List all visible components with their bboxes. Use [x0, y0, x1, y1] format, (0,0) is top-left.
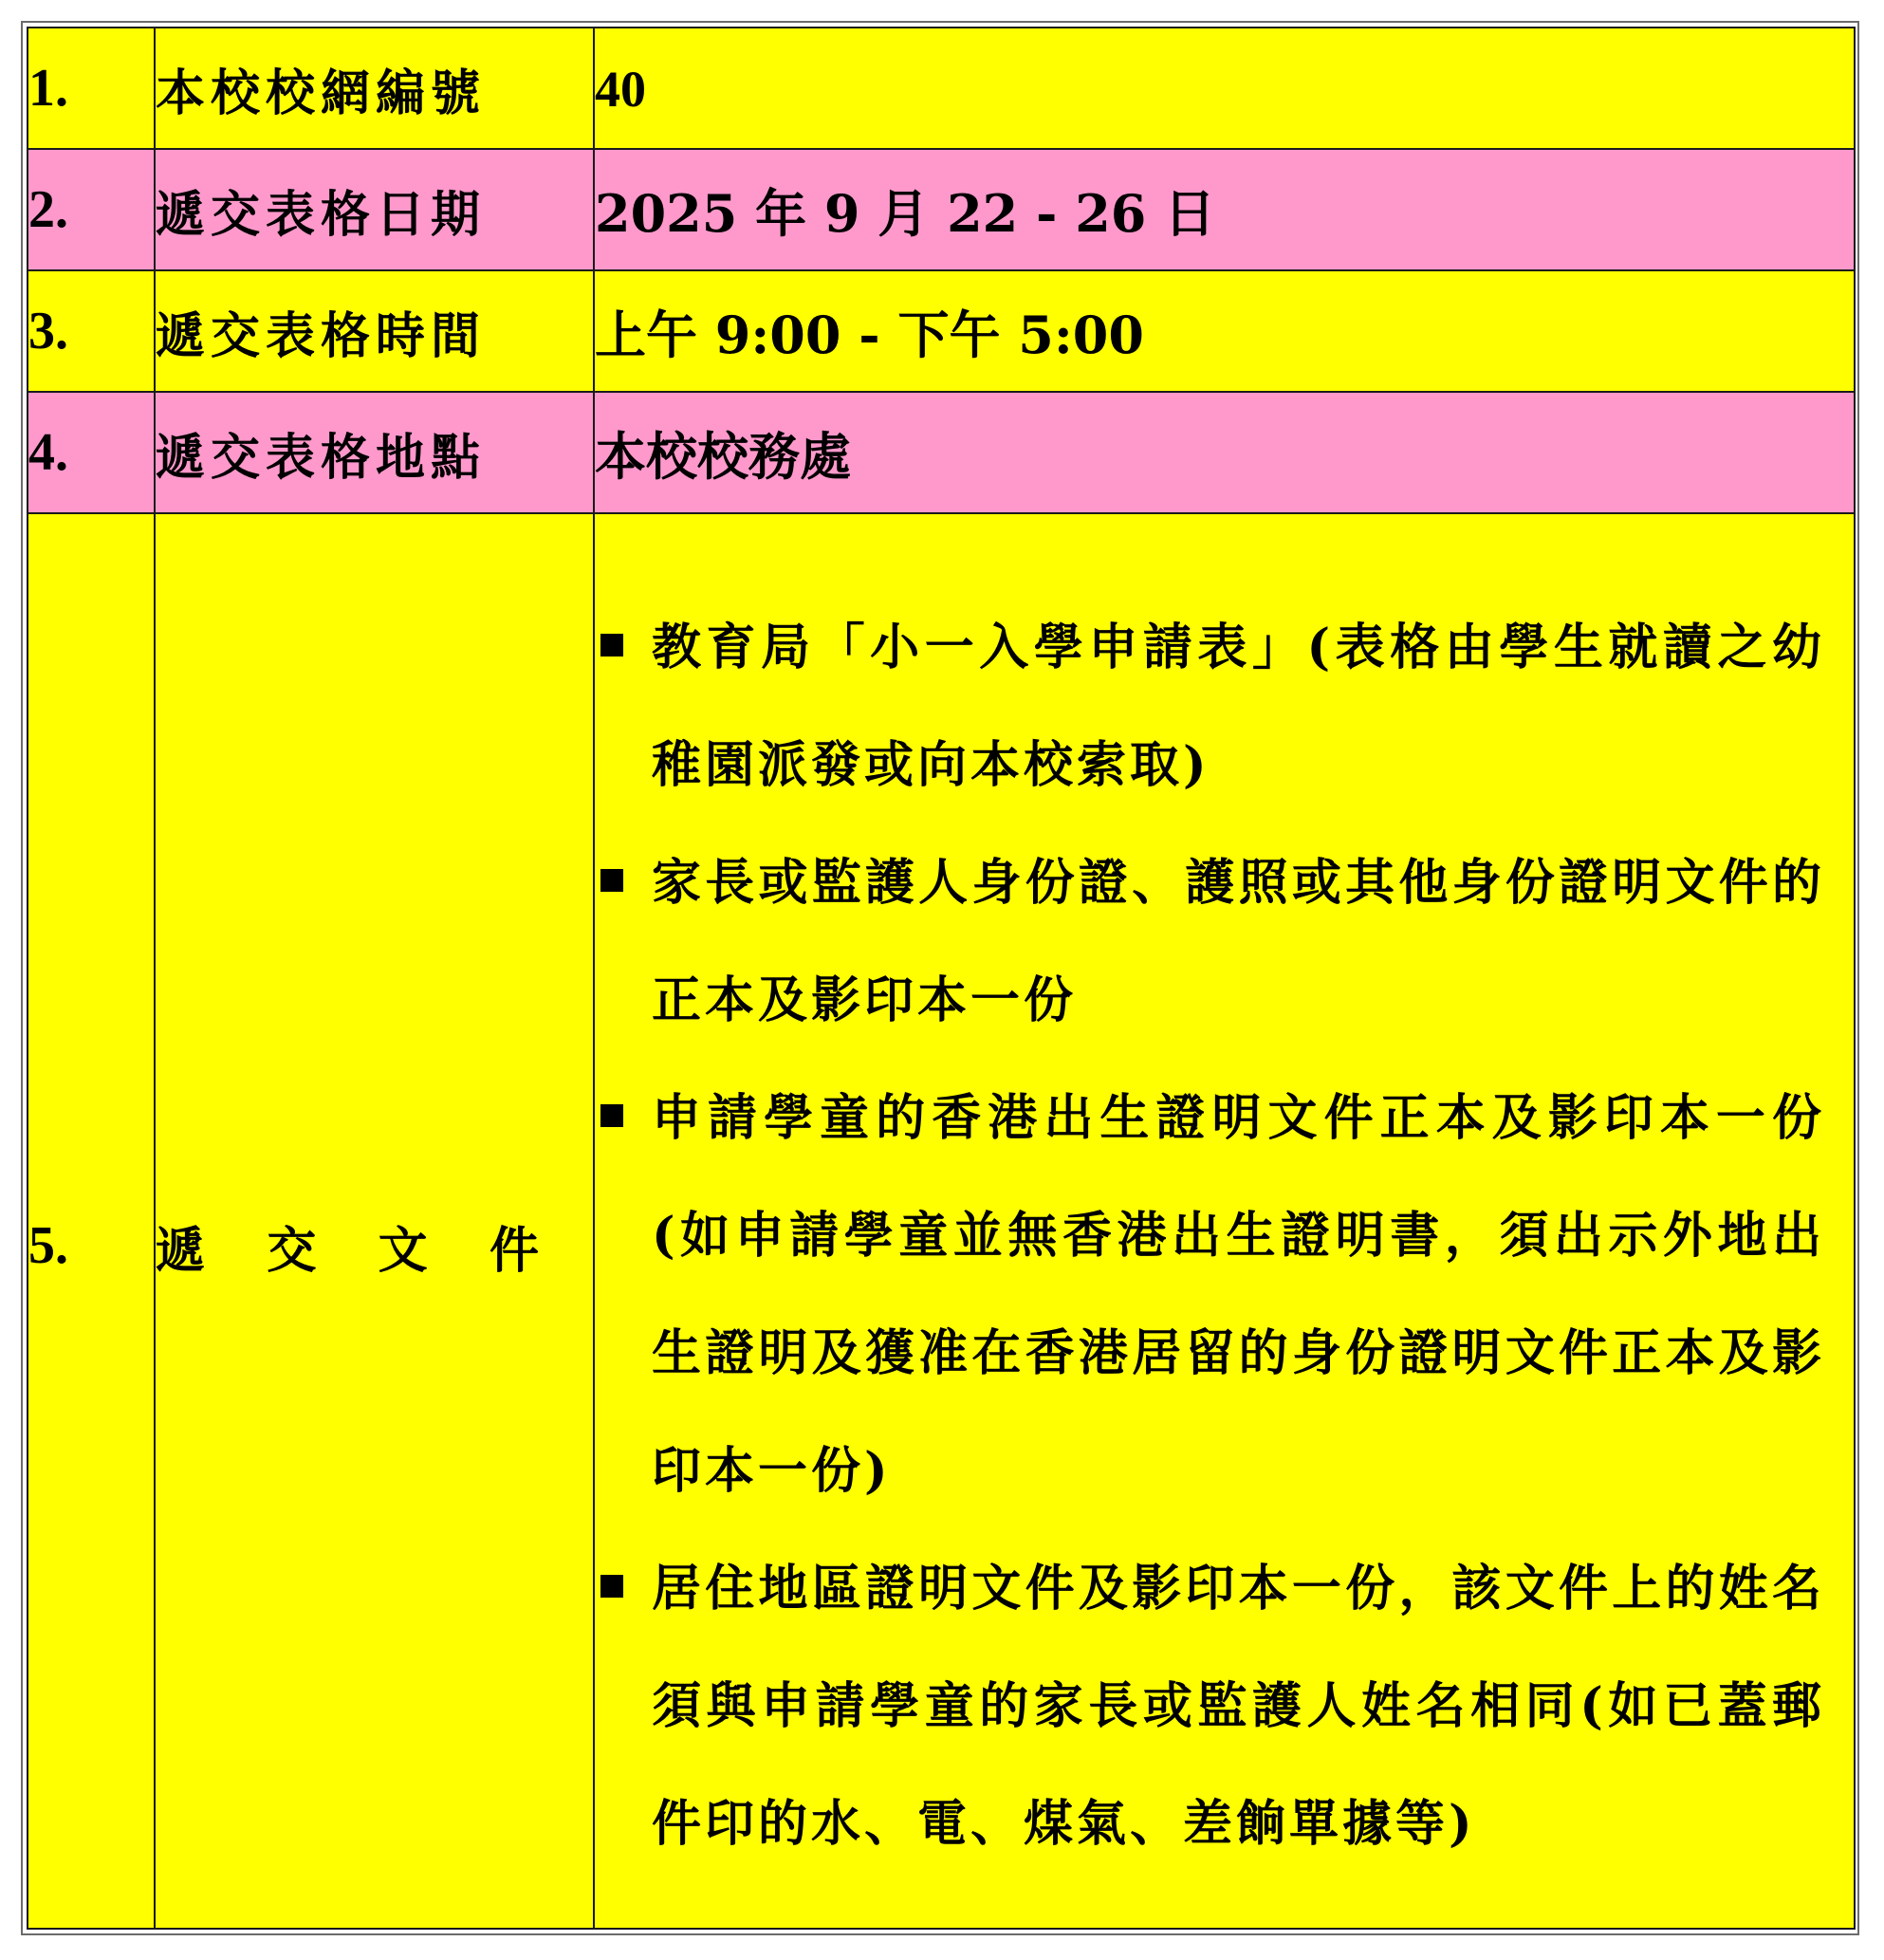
row-value: [594, 513, 1855, 1929]
label-char: 件: [489, 1221, 545, 1280]
list-item: [595, 589, 1825, 824]
table-row-submission-location: [28, 392, 1855, 513]
row-number: 3.: [28, 270, 155, 392]
table-row-submission-date: [28, 149, 1855, 270]
table-row-school-net: [28, 28, 1855, 149]
row-value: [594, 28, 1855, 149]
document-text: 家長或監護人身份證、護照或其他身份證明文件的正本及影印本一份: [652, 854, 1825, 1029]
label-char: 文: [378, 1221, 434, 1280]
label-char: 遞: [156, 1221, 212, 1280]
table-row-submission-time: [28, 270, 1855, 392]
row-label: 遞交表格日期: [155, 149, 594, 270]
square-bullet-icon: [600, 1575, 623, 1598]
list-item: [595, 824, 1825, 1060]
documents-label: [156, 1211, 545, 1282]
row-label: 遞交表格地點: [155, 392, 594, 513]
table-row-documents: [28, 513, 1855, 1929]
row-number: 4.: [28, 392, 155, 513]
row-number: 1.: [28, 28, 155, 149]
document-text: 居住地區證明文件及影印本一份，該文件上的姓名須與申請學童的家長或監護人姓名相同(如已蓋郵件印的水、電、煤氣、差餉單據等): [652, 1560, 1825, 1853]
row-label: [155, 513, 594, 1929]
row-value: 本校校務處: [594, 392, 1855, 513]
row-label: 遞交表格時間: [155, 270, 594, 392]
square-bullet-icon: [600, 869, 623, 892]
row-value: 上午 9:00 - 下午 5:00: [594, 270, 1855, 392]
document-text: 申請學童的香港出生證明文件正本及影印本一份(如申請學童並無香港出生證明書，須出示外地出生證明及獲准在香港居留的身份證明文件正本及影印本一份): [652, 1089, 1825, 1500]
application-info-table: [27, 27, 1856, 1930]
documents-list: [595, 551, 1854, 1891]
list-item: [595, 1530, 1825, 1883]
row-number: 2.: [28, 149, 155, 270]
list-item: [595, 1060, 1825, 1530]
row-value: 2025 年 9 月 22 - 26 日: [594, 149, 1855, 270]
row-number: 5.: [28, 513, 155, 1929]
document-text: 教育局「小一入學申請表」(表格由學生就讀之幼稚園派發或向本校索取): [652, 619, 1825, 794]
school-net-number: 40: [595, 61, 646, 118]
square-bullet-icon: [600, 1104, 623, 1127]
label-char: 交: [267, 1221, 323, 1280]
square-bullet-icon: [600, 634, 623, 656]
row-label: 本校校網編號: [155, 28, 594, 149]
